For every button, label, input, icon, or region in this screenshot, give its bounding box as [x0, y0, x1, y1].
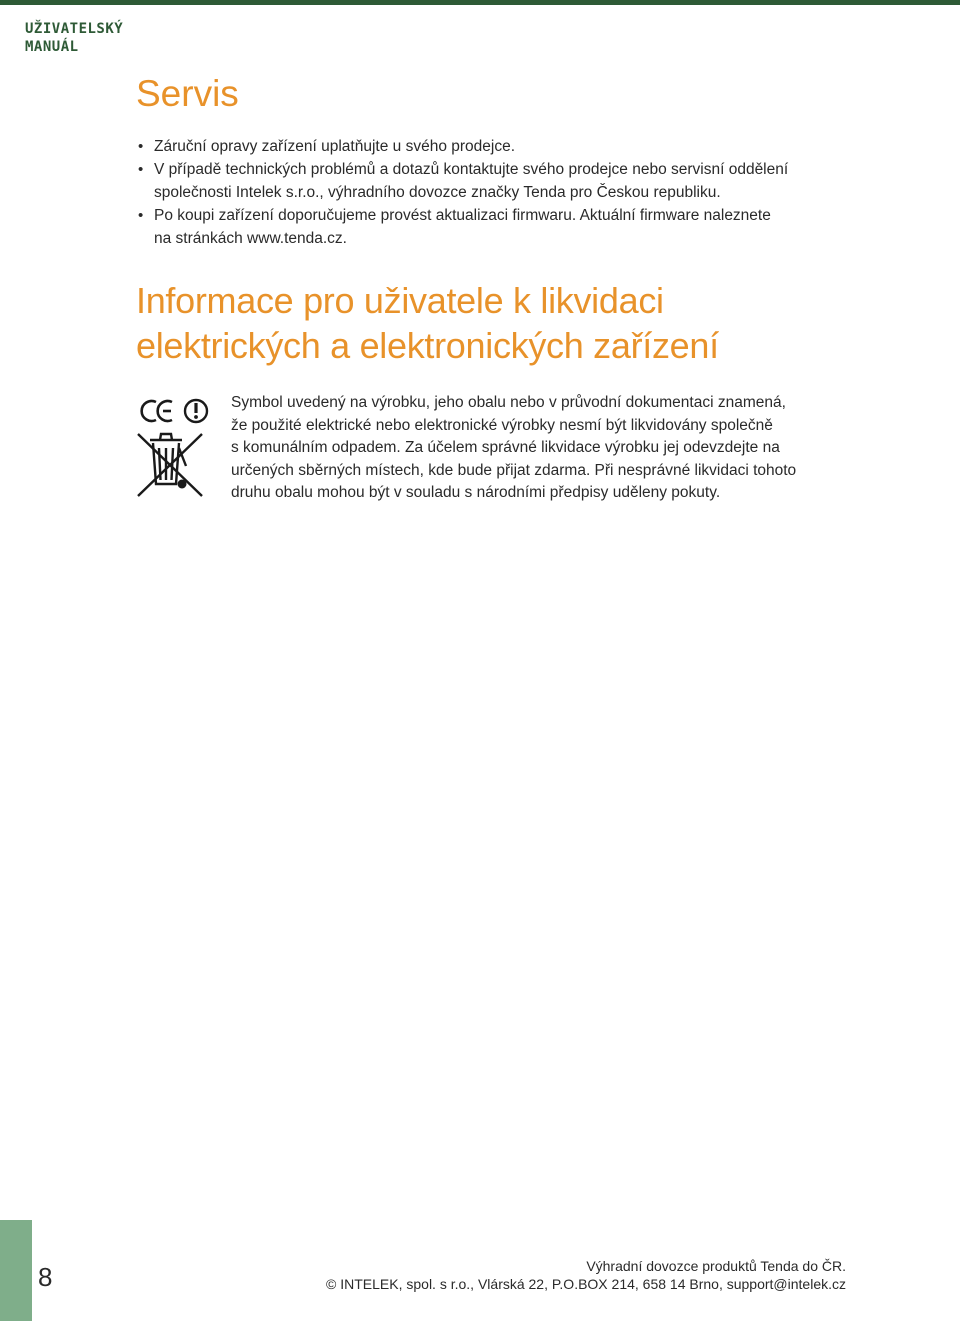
bullet-dot: •: [138, 138, 144, 155]
page-number: 8: [38, 1262, 53, 1292]
disposal-text-line: s komunálním odpadem. Za účelem správné likvidace výrobku jej odevzdejte na: [231, 439, 780, 457]
crossed-out-wheelie-bin-icon: [138, 434, 202, 496]
servis-bullet-list: [136, 135, 856, 250]
manual-label-line2: MANUÁL: [25, 39, 79, 55]
top-rule: [0, 0, 960, 5]
disposal-text-line: Symbol uvedený na výrobku, jeho obalu nebo v průvodní dokumentaci znamená,: [231, 394, 786, 411]
footer-contact-line: © INTELEK, spol. s r.o., Vlárská 22, P.O.BOX 214, 658 14 Brno, support@intelek.cz: [326, 1276, 846, 1292]
list-item: [136, 158, 856, 204]
list-item: [136, 204, 856, 250]
disposal-text-line: určených sběrných místech, kde bude přijat zdarma. Při nesprávné likvidaci tohoto: [231, 461, 797, 479]
bullet-line: na stránkách www.tenda.cz.: [154, 230, 347, 247]
manual-label: [25, 20, 123, 56]
disposal-heading: [136, 278, 719, 368]
disposal-text: [231, 392, 851, 505]
bullet-dot: •: [138, 207, 144, 224]
footer: [326, 1257, 846, 1293]
disposal-heading-line2: elektrických a elektronických zařízení: [136, 325, 719, 366]
disposal-text-line: druhu obalu mohou být v souladu s národními předpisy uděleny pokuty.: [231, 484, 721, 502]
servis-heading: Servis: [136, 73, 239, 114]
footer-importer-line: Výhradní dovozce produktů Tenda do ČR.: [586, 1258, 846, 1274]
disposal-heading-line1: Informace pro uživatele k likvidaci: [136, 280, 664, 321]
list-item: [136, 135, 856, 158]
disposal-text-line: že použité elektrické nebo elektronické výrobky nesmí být likvidovány společně: [231, 416, 773, 434]
warning-circle-icon: [185, 400, 207, 422]
bullet-line: V případě technických problémů a dotazů kontaktujte svého prodejce nebo servisní oddělení: [154, 161, 789, 178]
bullet-dot: •: [138, 161, 144, 178]
manual-label-line1: UŽIVATELSKÝ: [25, 21, 124, 37]
bullet-line: společnosti Intelek s.r.o., výhradního dovozce značky Tenda pro Českou republiku.: [154, 184, 721, 201]
bullet-line: Záruční opravy zařízení uplatňujte u svého prodejce.: [154, 138, 516, 155]
ce-mark-icon: [142, 401, 172, 421]
disposal-symbols: [136, 396, 212, 505]
side-band: [0, 1220, 32, 1321]
bullet-line: Po koupi zařízení doporučujeme provést aktualizaci firmwaru. Aktuální firmware naleznete: [154, 207, 771, 224]
